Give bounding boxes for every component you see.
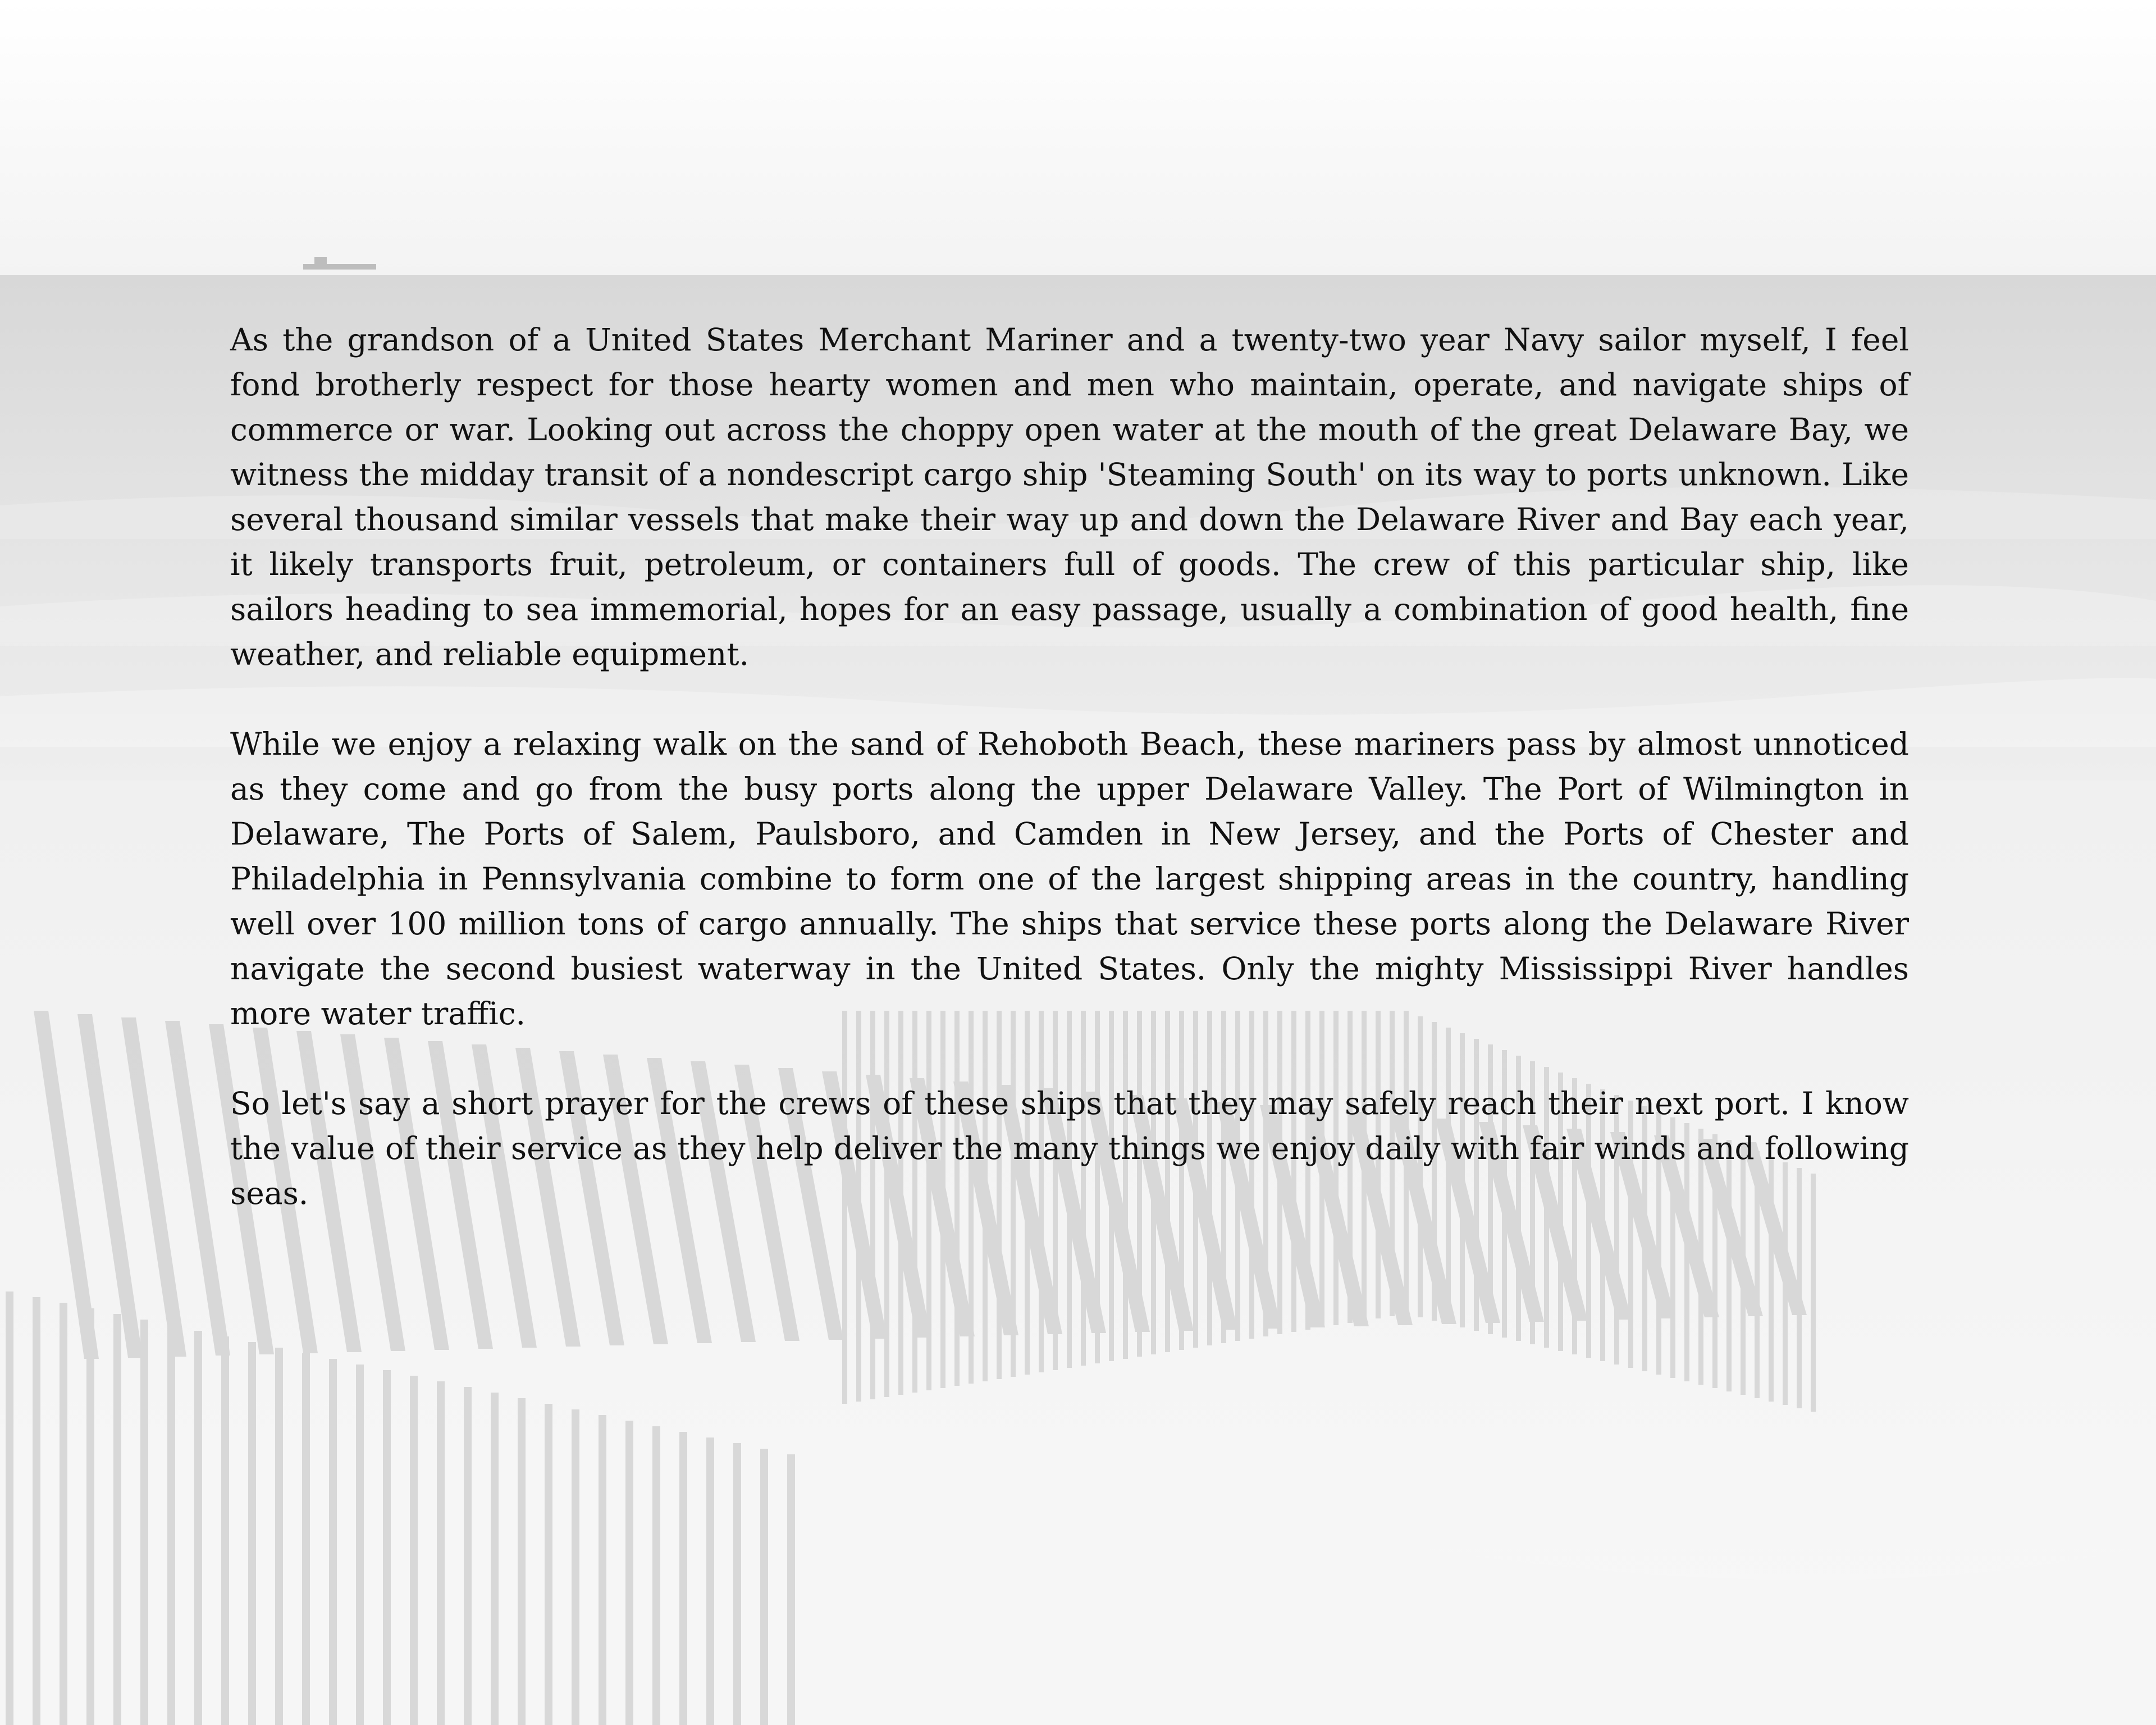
fence-slat: [652, 1426, 660, 1725]
fence-slat: [410, 1376, 418, 1725]
fence-slat: [518, 1398, 526, 1725]
fence-slat: [194, 1331, 202, 1725]
fence-slat: [706, 1438, 714, 1725]
fence-slat: [625, 1421, 633, 1725]
article-text: [230, 317, 1909, 1261]
fence-slat: [6, 1292, 13, 1725]
fence-slat: [464, 1387, 472, 1725]
fence-slat: [302, 1353, 310, 1725]
fence-slat: [545, 1404, 552, 1725]
paragraph-3: So let's say a short prayer for the crews of these ships that they may safely reach their next port. I know the value of their service as they help deliver the many things we enjoy daily with fair winds and following seas.: [230, 1085, 1909, 1211]
paragraph-2: While we enjoy a relaxing walk on the sand of Rehoboth Beach, these mariners pass by almost unnoticed as they come and go from the busy ports along the upper Delaware Valley. The Port of Wilmington in Delaware, The Ports of Salem, Paulsboro, and Camden in New Jersey, and the Ports of Chester and Philadelphia in Pennsylvania combine to form one of the largest shipping areas in the country, handling well over 100 million tons of cargo annually. The ships that service these ports along the Delaware River navigate the second busiest waterway in the United States. Only the mighty Mississippi River handles more water traffic.: [230, 726, 1909, 1032]
fence-slat: [113, 1314, 121, 1725]
fence-slat: [140, 1320, 148, 1725]
fence-slat: [760, 1449, 768, 1725]
fence-slat: [599, 1415, 606, 1725]
fence-slat: [329, 1359, 337, 1725]
fence-slat: [60, 1303, 67, 1725]
fence-slat: [679, 1432, 687, 1725]
fence-slat: [221, 1336, 229, 1725]
sky: [0, 0, 2156, 275]
fence-slat: [572, 1409, 579, 1725]
fence-slat: [356, 1365, 364, 1725]
fence-slat: [491, 1393, 499, 1725]
fence-slat: [275, 1348, 283, 1725]
fence-slat: [733, 1443, 741, 1725]
fence-slat: [437, 1381, 445, 1725]
paragraph-1: As the grandson of a United States Merchant Mariner and a twenty-two year Navy sailor myself, I feel fond brotherly respect for those hearty women and men who maintain, operate, and navigate ships of commerce or war. Looking out across the choppy open water at the mouth of the great Delaware Bay, we witness the midday transit of a nondescript cargo ship 'Steaming South' on its way to ports unknown. Like several thousand similar vessels that make their way up and down the Delaware River and Bay each year, it likely transports fruit, petroleum, or containers full of goods. The crew of this particular ship, like sailors heading to sea immemorial, hopes for an easy passage, usually a combination of good health, fine weather, and reliable equipment.: [230, 322, 1909, 672]
fence-slat: [248, 1342, 256, 1725]
fence-slat: [383, 1370, 391, 1725]
fence-slat: [86, 1308, 94, 1725]
fence-slat: [167, 1325, 175, 1725]
fence-slat: [33, 1297, 40, 1725]
fence-slat: [787, 1454, 795, 1725]
